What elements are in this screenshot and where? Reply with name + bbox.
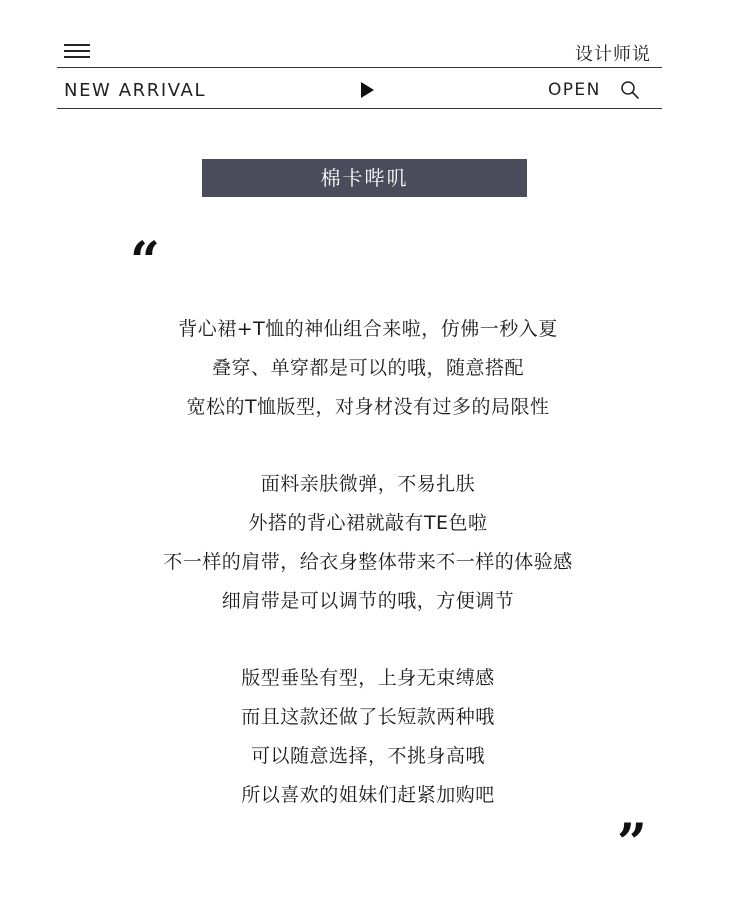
description-line: 宽松的T恤版型，对身材没有过多的局限性 — [186, 396, 550, 418]
header-bottom-rule — [57, 108, 662, 109]
menu-bar — [64, 44, 90, 46]
description-line: 细肩带是可以调节的哦，方便调节 — [221, 590, 515, 612]
menu-bar — [64, 56, 90, 58]
designer-says-label[interactable]: 设计师说 — [575, 44, 651, 65]
description-line: 而且这款还做了长短款两种哦 — [241, 706, 495, 728]
close-quote-mark: ” — [617, 813, 647, 874]
description-line: 版型垂坠有型，上身无束缚感 — [241, 667, 495, 689]
description-line: 不一样的肩带，给衣身整体带来不一样的体验感 — [163, 551, 573, 573]
description-line: 外搭的背心裙就敲有TE色啦 — [248, 512, 488, 534]
description-paragraph — [0, 659, 736, 815]
product-title-banner: 棉卡哔叽 — [202, 159, 527, 197]
menu-bar — [64, 50, 90, 52]
description-paragraph — [0, 465, 736, 621]
description-paragraph — [0, 310, 736, 427]
search-icon[interactable] — [620, 80, 640, 100]
open-link[interactable]: OPEN — [548, 80, 601, 100]
description-line: 背心裙+T恤的神仙组合来啦，仿佛一秒入夏 — [178, 318, 558, 340]
play-icon[interactable] — [361, 82, 374, 98]
description-line: 可以随意选择，不挑身高哦 — [250, 745, 485, 767]
description-line: 所以喜欢的姐妹们赶紧加购吧 — [241, 784, 495, 806]
new-arrival-label: NEW ARRIVAL — [64, 80, 207, 101]
menu-icon[interactable] — [64, 44, 90, 60]
description-body — [0, 310, 736, 853]
header-top-rule — [57, 67, 662, 68]
open-quote-mark: “ — [130, 231, 160, 292]
description-line: 叠穿、单穿都是可以的哦，随意搭配 — [211, 357, 524, 379]
description-line: 面料亲肤微弹，不易扎肤 — [260, 473, 476, 495]
